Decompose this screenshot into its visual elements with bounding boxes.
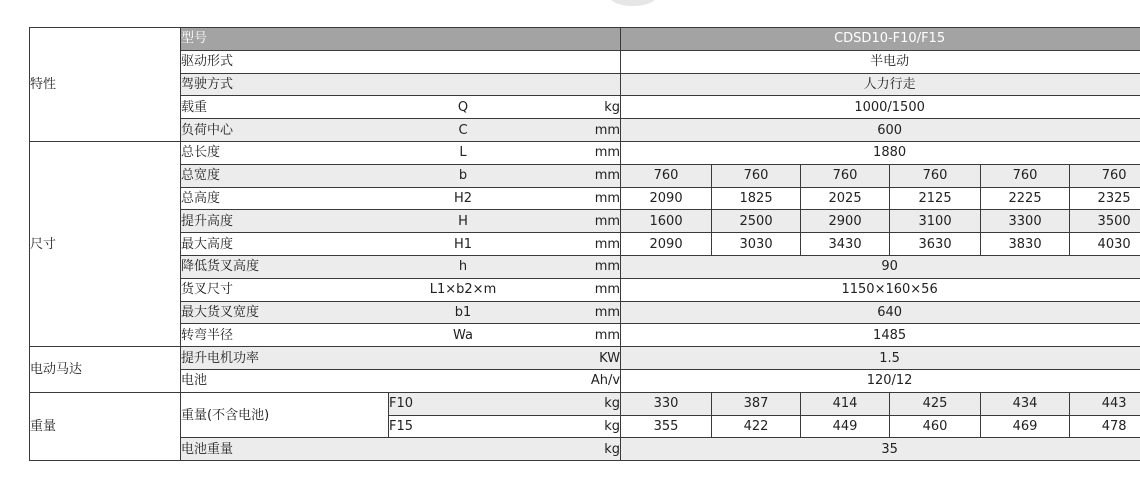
row-label: 驾驶方式: [181, 73, 621, 96]
row-label: 总长度: [181, 141, 352, 164]
table-row: [30, 96, 1140, 119]
row-unit: mm: [575, 233, 621, 256]
row-unit: mm: [575, 119, 621, 142]
table-row: [30, 324, 1140, 347]
table-row: [30, 278, 1140, 301]
cell-value: 434: [981, 392, 1070, 415]
cell-value: 2900: [801, 210, 890, 233]
category-motor: 电动马达: [30, 347, 181, 393]
cell-value: 3300: [981, 210, 1070, 233]
table-header-row: [30, 28, 1140, 51]
cell-value: 3430: [801, 233, 890, 256]
row-unit: KW: [575, 347, 621, 370]
cell-value: 2090: [621, 233, 712, 256]
cell-value: 2125: [890, 187, 981, 210]
table-row: [30, 141, 1140, 164]
cell-value: 3100: [890, 210, 981, 233]
row-label: 载重: [181, 96, 352, 119]
row-symbol: H: [352, 210, 575, 233]
cell-value: 760: [1070, 164, 1140, 187]
table-row: [30, 50, 1140, 73]
cell-value: 2025: [801, 187, 890, 210]
row-value: 600: [621, 119, 1140, 142]
row-label: 重量(不含电池): [181, 392, 389, 438]
spec-table: [29, 27, 1140, 461]
row-value: 640: [621, 301, 1140, 324]
row-label: 最大货叉宽度: [181, 301, 352, 324]
cell-value: 449: [801, 415, 890, 438]
row-unit: mm: [575, 187, 621, 210]
table-row: [30, 164, 1140, 187]
row-symbol: L: [352, 141, 575, 164]
row-label: 电池: [181, 369, 575, 392]
row-label: 负荷中心: [181, 119, 352, 142]
cell-value: 387: [712, 392, 801, 415]
row-label: 电池重量: [181, 438, 575, 461]
row-label: 最大高度: [181, 233, 352, 256]
row-label: 降低货叉高度: [181, 255, 352, 278]
cell-value: 422: [712, 415, 801, 438]
table-row: [30, 233, 1140, 256]
cell-value: 3500: [1070, 210, 1140, 233]
row-value: 半电动: [621, 50, 1140, 73]
cell-value: 2500: [712, 210, 801, 233]
row-label: 货叉尺寸: [181, 278, 352, 301]
row-value: 90: [621, 255, 1140, 278]
row-unit: mm: [575, 278, 621, 301]
row-label: 总宽度: [181, 164, 352, 187]
row-value: 120/12: [621, 369, 1140, 392]
row-value: 1485: [621, 324, 1140, 347]
table-row: [30, 438, 1140, 461]
cell-value: 3630: [890, 233, 981, 256]
table-row: [30, 255, 1140, 278]
cell-value: 4030: [1070, 233, 1140, 256]
cell-value: 443: [1070, 392, 1140, 415]
row-unit: mm: [575, 324, 621, 347]
row-symbol: H1: [352, 233, 575, 256]
cell-value: 2090: [621, 187, 712, 210]
table-row: [30, 210, 1140, 233]
row-value: 1000/1500: [621, 96, 1140, 119]
row-unit: mm: [575, 210, 621, 233]
row-unit: kg: [575, 96, 621, 119]
cell-value: 760: [621, 164, 712, 187]
cell-value: 425: [890, 392, 981, 415]
row-symbol: H2: [352, 187, 575, 210]
decorative-blob: [610, 0, 656, 6]
cell-value: 2225: [981, 187, 1070, 210]
table-row: [30, 119, 1140, 142]
row-symbol: Q: [352, 96, 575, 119]
row-unit: mm: [575, 141, 621, 164]
cell-value: 760: [712, 164, 801, 187]
row-symbol: C: [352, 119, 575, 142]
row-label: 总高度: [181, 187, 352, 210]
cell-value: 460: [890, 415, 981, 438]
cell-value: 355: [621, 415, 712, 438]
category-characteristics: 特性: [30, 28, 181, 142]
cell-value: 3030: [712, 233, 801, 256]
row-value: 1150×160×56: [621, 278, 1140, 301]
row-sub-label: F10: [389, 392, 575, 415]
row-unit: kg: [575, 415, 621, 438]
row-symbol: b: [352, 164, 575, 187]
cell-value: 414: [801, 392, 890, 415]
row-unit: mm: [575, 301, 621, 324]
row-unit: mm: [575, 164, 621, 187]
row-unit: mm: [575, 255, 621, 278]
cell-value: 3830: [981, 233, 1070, 256]
cell-value: 760: [801, 164, 890, 187]
cell-value: 2325: [1070, 187, 1140, 210]
row-unit: kg: [575, 438, 621, 461]
header-model: CDSD10-F10/F15: [621, 28, 1140, 51]
table-row: [30, 187, 1140, 210]
cell-value: 330: [621, 392, 712, 415]
row-label: 提升高度: [181, 210, 352, 233]
row-label: 转弯半径: [181, 324, 352, 347]
row-symbol: b1: [352, 301, 575, 324]
row-label: 提升电机功率: [181, 347, 575, 370]
row-value: 人力行走: [621, 73, 1140, 96]
table-row: [30, 73, 1140, 96]
cell-value: 1600: [621, 210, 712, 233]
table-row: [30, 369, 1140, 392]
cell-value: 760: [890, 164, 981, 187]
row-sub-label: F15: [389, 415, 575, 438]
row-unit: kg: [575, 392, 621, 415]
row-label: 驱动形式: [181, 50, 621, 73]
cell-value: 1825: [712, 187, 801, 210]
cell-value: 478: [1070, 415, 1140, 438]
table-row: [30, 392, 1140, 415]
row-symbol: h: [352, 255, 575, 278]
row-symbol: L1×b2×m: [352, 278, 575, 301]
cell-value: 760: [981, 164, 1070, 187]
category-dimensions: 尺寸: [30, 141, 181, 346]
category-weight: 重量: [30, 392, 181, 460]
table-row: [30, 301, 1140, 324]
row-unit: Ah/v: [575, 369, 621, 392]
header-label: 型号: [181, 28, 621, 51]
row-value: 1.5: [621, 347, 1140, 370]
row-value: 1880: [621, 141, 1140, 164]
table-row: [30, 347, 1140, 370]
cell-value: 469: [981, 415, 1070, 438]
row-value: 35: [621, 438, 1140, 461]
row-symbol: Wa: [352, 324, 575, 347]
